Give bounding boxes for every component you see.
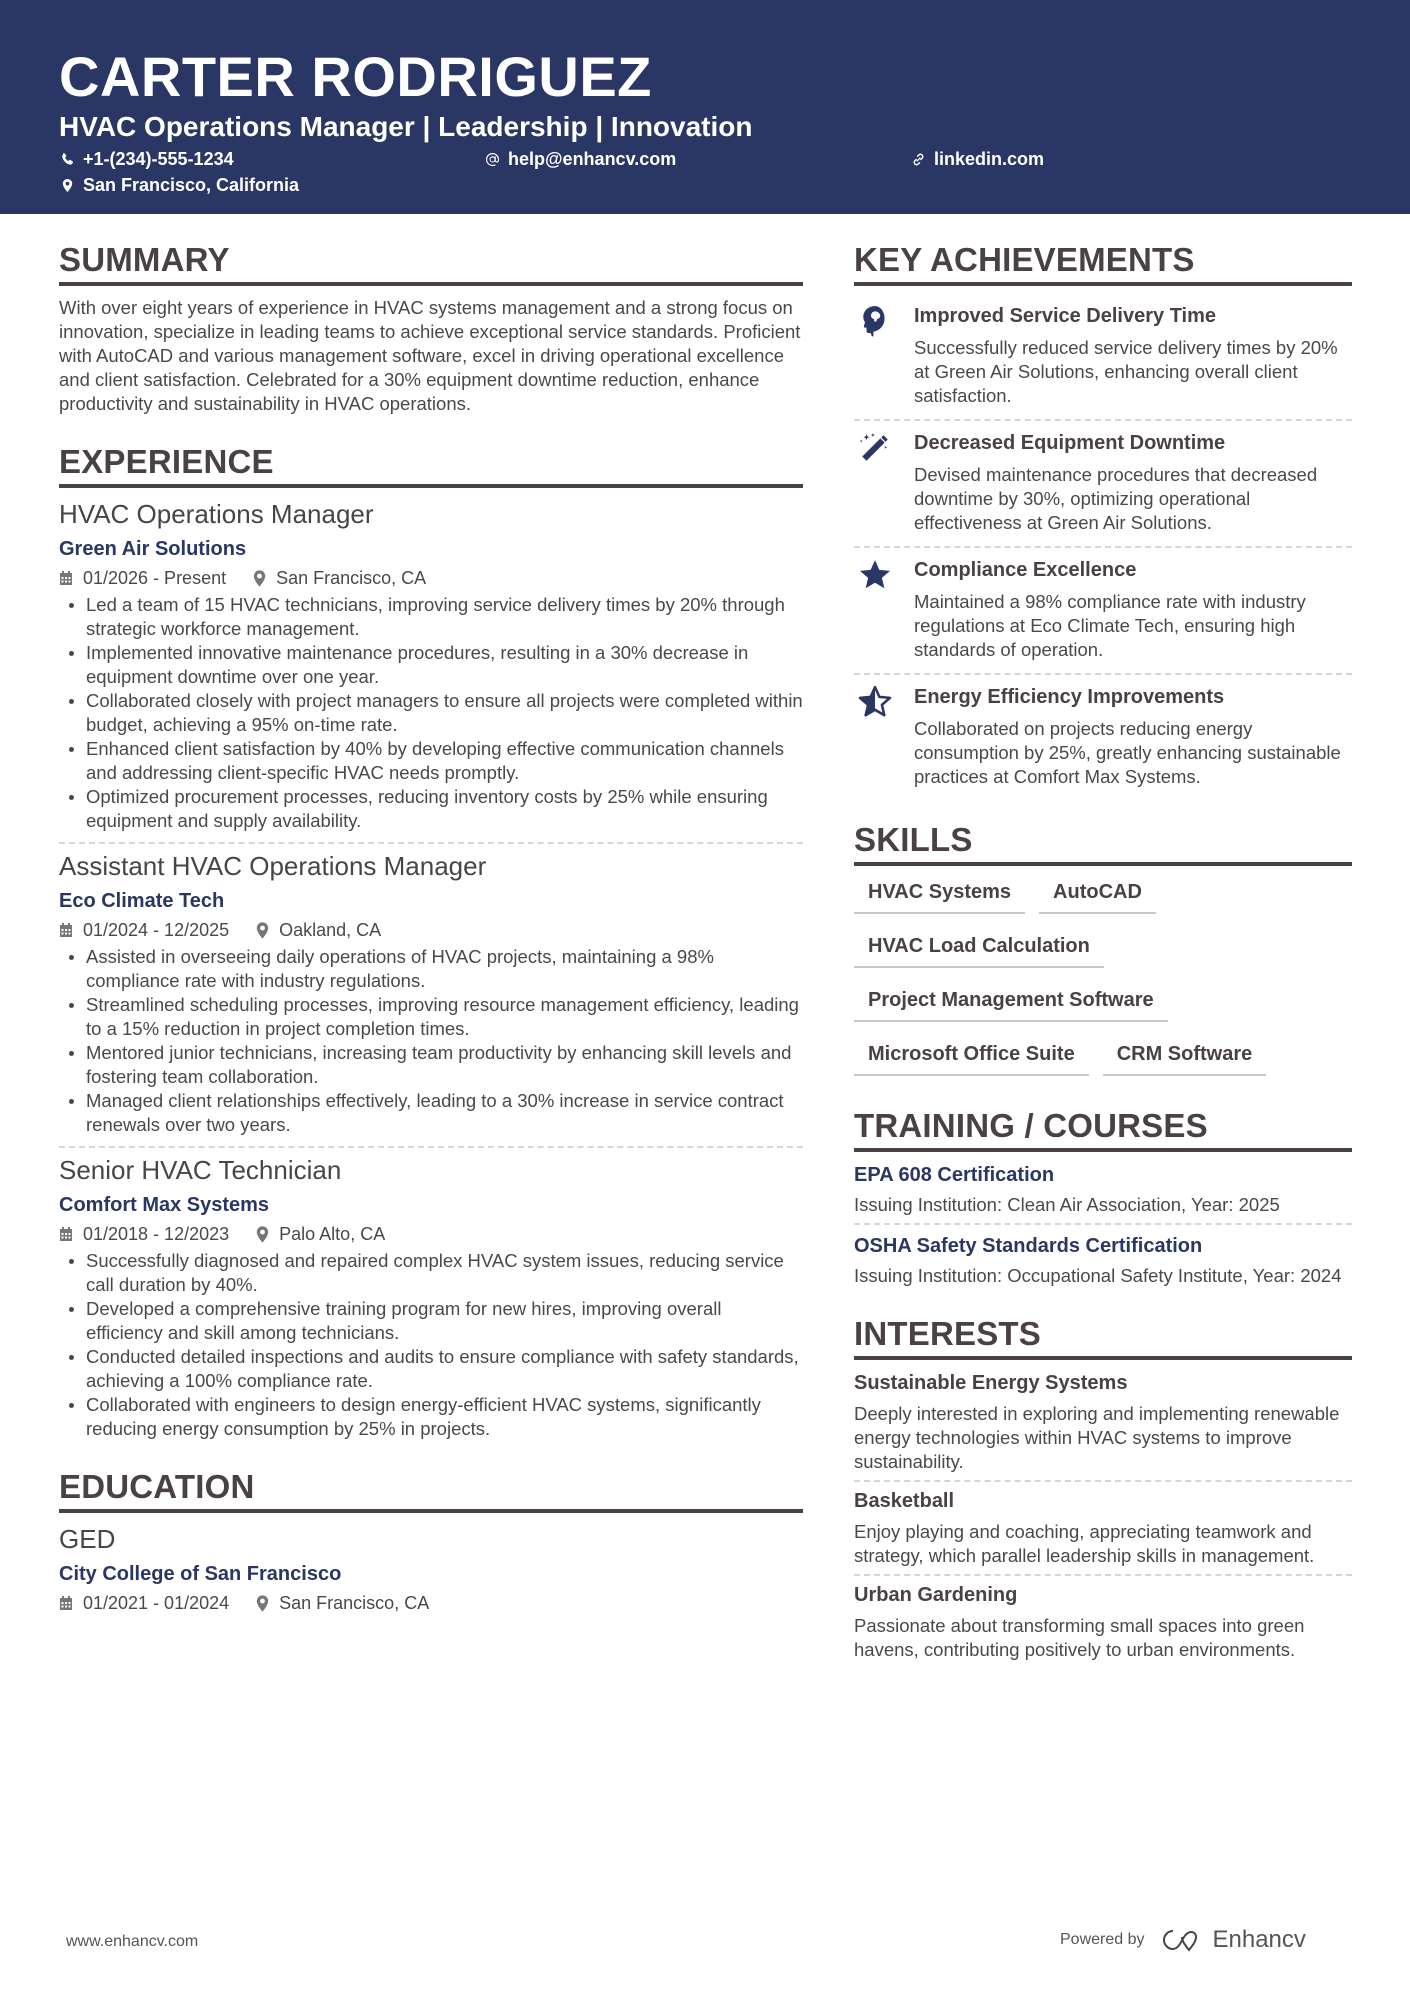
interest-title: Basketball (854, 1490, 955, 1512)
interest-desc: Deeply interested in exploring and implementing renewable energy technologies within HVAC systems to improve sustainability. (854, 1403, 1340, 1472)
achievements-section (854, 240, 1352, 794)
bullet: Streamlined scheduling processes, improving resource management efficiency, leading to a 15% reduction in project completion times. (59, 993, 803, 1041)
calendar-icon (59, 1227, 73, 1242)
skill-tag: AutoCAD (1039, 880, 1156, 914)
enhancv-logo[interactable] (1159, 1926, 1306, 1954)
training-section (854, 1106, 1352, 1288)
summary-heading: SUMMARY (59, 240, 803, 286)
job-location: Palo Alto, CA (279, 1224, 386, 1244)
interests-section (854, 1314, 1352, 1662)
bullet: Led a team of 15 HVAC technicians, improving service delivery times by 20% through strategic workforce management. (59, 593, 803, 641)
phone-text: +1-(234)-555-1234 (83, 149, 234, 169)
bullet: Implemented innovative maintenance procedures, resulting in a 30% decrease in equipment downtime over one year. (59, 641, 803, 689)
job-title: Senior HVAC Technician (59, 1155, 342, 1185)
interest-title: Sustainable Energy Systems (854, 1372, 1128, 1394)
achievement-item (854, 677, 1352, 794)
degree: GED (59, 1524, 116, 1554)
achievement-desc: Collaborated on projects reducing energy consumption by 25%, greatly enhancing sustainable practices at Comfort Max Systems. (914, 718, 1341, 787)
enhancv-logo-icon (1159, 1927, 1205, 1953)
achievement-desc: Maintained a 98% compliance rate with industry regulations at Eco Climate Tech, ensuring high standards of operation. (914, 591, 1306, 660)
skill-tag: Microsoft Office Suite (854, 1042, 1089, 1076)
training-heading: TRAINING / COURSES (854, 1106, 1352, 1152)
job-bullets (59, 593, 803, 833)
job-dates: 01/2026 - Present (83, 568, 227, 588)
job-bullets (59, 1249, 803, 1441)
summary-text: With over eight years of experience in HVAC systems management and a strong focus on innovation, specialize in leading teams to achieve exceptional service standards. Proficient with AutoCAD and various management software, excel in driving operational excellence and client satisfaction. Celebrated for a 30% equipment downtime reduction, enhance productivity and sustainability in HVAC operations. (59, 297, 801, 414)
star-half-icon (858, 685, 892, 719)
contact-email[interactable] (485, 148, 676, 170)
map-pin-icon (60, 178, 75, 193)
interest-desc: Enjoy playing and coaching, appreciating teamwork and strategy, which parallel leadership skills in management. (854, 1521, 1315, 1566)
interests-heading: INTERESTS (854, 1314, 1352, 1360)
link-icon (911, 152, 926, 167)
summary-section (59, 240, 803, 416)
divider (854, 546, 1352, 548)
skills-section (854, 820, 1352, 1076)
achievement-title: Compliance Excellence (914, 559, 1137, 581)
interest-item (854, 1488, 1352, 1568)
achievement-item (854, 550, 1352, 667)
school-name: City College of San Francisco (59, 1563, 342, 1585)
bullet: Conducted detailed inspections and audits to ensure compliance with safety standards, achieving a 100% compliance rate. (59, 1345, 803, 1393)
achievement-item (854, 423, 1352, 540)
divider (59, 1146, 803, 1148)
magic-wand-icon (858, 431, 892, 465)
divider (854, 419, 1352, 421)
contact-location (60, 174, 299, 196)
job-location: Oakland, CA (279, 920, 382, 940)
company-name: Comfort Max Systems (59, 1194, 270, 1216)
divider (854, 1574, 1352, 1576)
calendar-icon (59, 923, 73, 938)
divider (854, 1223, 1352, 1225)
education-section (59, 1467, 803, 1615)
map-pin-icon (256, 922, 269, 939)
achievements-heading: KEY ACHIEVEMENTS (854, 240, 1352, 286)
bullet: Assisted in overseeing daily operations of HVAC projects, maintaining a 98% compliance rate with industry regulations. (59, 945, 803, 993)
interest-item (854, 1582, 1352, 1662)
resume-header (0, 0, 1410, 214)
job-title: HVAC Operations Manager (59, 499, 374, 529)
skills-heading: SKILLS (854, 820, 1352, 866)
achievement-title: Decreased Equipment Downtime (914, 432, 1226, 454)
footer-website[interactable]: www.enhancv.com (66, 1933, 199, 1950)
bullet: Managed client relationships effectively, leading to a 30% increase in service contract renewals over two years. (59, 1089, 803, 1137)
interest-item (854, 1370, 1352, 1474)
right-column (854, 240, 1352, 1662)
job-location: San Francisco, CA (276, 568, 427, 588)
brain-head-icon (858, 304, 892, 338)
education-dates: 01/2021 - 01/2024 (83, 1593, 230, 1613)
phone-icon (60, 152, 75, 167)
job-dates: 01/2024 - 12/2025 (83, 920, 230, 940)
calendar-icon (59, 1596, 73, 1611)
skill-tag: HVAC Load Calculation (854, 934, 1104, 968)
course-item (854, 1162, 1352, 1217)
left-column (59, 240, 803, 1615)
job-meta (59, 566, 803, 590)
interest-title: Urban Gardening (854, 1584, 1018, 1606)
company-name: Eco Climate Tech (59, 890, 225, 912)
bullet: Enhanced client satisfaction by 40% by developing effective communication channels and addressing client-specific HVAC needs promptly. (59, 737, 803, 785)
linkedin-text: linkedin.com (934, 149, 1045, 169)
job-dates: 01/2018 - 12/2023 (83, 1224, 230, 1244)
divider (854, 673, 1352, 675)
map-pin-icon (256, 1595, 269, 1612)
contact-phone (60, 148, 234, 170)
course-item (854, 1233, 1352, 1288)
experience-item (59, 850, 803, 1137)
education-location: San Francisco, CA (279, 1593, 430, 1613)
education-heading: EDUCATION (59, 1467, 803, 1513)
course-title: OSHA Safety Standards Certification (854, 1235, 1203, 1257)
bullet: Collaborated with engineers to design energy-efficient HVAC systems, significantly reducing energy consumption by 25% in projects. (59, 1393, 803, 1441)
job-meta (59, 1222, 803, 1246)
achievement-title: Improved Service Delivery Time (914, 305, 1217, 327)
at-icon (485, 152, 500, 167)
experience-section (59, 442, 803, 1441)
skill-tag: HVAC Systems (854, 880, 1025, 914)
experience-item (59, 1154, 803, 1441)
skill-tag: Project Management Software (854, 988, 1168, 1022)
achievement-desc: Successfully reduced service delivery times by 20% at Green Air Solutions, enhancing overall client satisfaction. (914, 337, 1338, 406)
achievement-desc: Devised maintenance procedures that decreased downtime by 30%, optimizing operational effectiveness at Green Air Solutions. (914, 464, 1318, 533)
powered-by-label: Powered by (1060, 1931, 1145, 1948)
bullet: Mentored junior technicians, increasing team productivity by enhancing skill levels and fostering team collaboration. (59, 1041, 803, 1089)
candidate-tagline: HVAC Operations Manager | Leadership | Innovation (59, 111, 753, 142)
bullet: Developed a comprehensive training program for new hires, improving overall efficiency and skill among technicians. (59, 1297, 803, 1345)
divider (854, 1480, 1352, 1482)
interest-desc: Passionate about transforming small spaces into green havens, contributing positively to urban environments. (854, 1615, 1305, 1660)
skill-tag: CRM Software (1103, 1042, 1267, 1076)
map-pin-icon (256, 1226, 269, 1243)
star-icon (858, 558, 892, 592)
experience-item (59, 498, 803, 833)
divider (59, 842, 803, 844)
footer-branding (1060, 1926, 1306, 1954)
brand-name: Enhancv (1212, 1926, 1306, 1953)
map-pin-icon (253, 570, 266, 587)
candidate-name: CARTER RODRIGUEZ (59, 45, 652, 108)
skills-list (854, 880, 1352, 1076)
job-meta (59, 918, 803, 942)
achievement-title: Energy Efficiency Improvements (914, 686, 1225, 708)
course-title: EPA 608 Certification (854, 1164, 1055, 1186)
email-text: help@enhancv.com (508, 149, 677, 169)
bullet: Successfully diagnosed and repaired complex HVAC system issues, reducing service call duration by 40%. (59, 1249, 803, 1297)
experience-heading: EXPERIENCE (59, 442, 803, 488)
calendar-icon (59, 571, 73, 586)
course-desc: Issuing Institution: Clean Air Association, Year: 2025 (854, 1194, 1280, 1215)
education-meta (59, 1591, 803, 1615)
course-desc: Issuing Institution: Occupational Safety Institute, Year: 2024 (854, 1265, 1342, 1286)
bullet: Collaborated closely with project managers to ensure all projects were completed within budget, achieving a 95% on-time rate. (59, 689, 803, 737)
job-title: Assistant HVAC Operations Manager (59, 851, 487, 881)
company-name: Green Air Solutions (59, 538, 247, 560)
location-text: San Francisco, California (83, 175, 300, 195)
job-bullets (59, 945, 803, 1137)
contact-linkedin[interactable] (911, 148, 1044, 170)
achievement-item (854, 296, 1352, 413)
bullet: Optimized procurement processes, reducing inventory costs by 25% while ensuring equipment and supply availability. (59, 785, 803, 833)
